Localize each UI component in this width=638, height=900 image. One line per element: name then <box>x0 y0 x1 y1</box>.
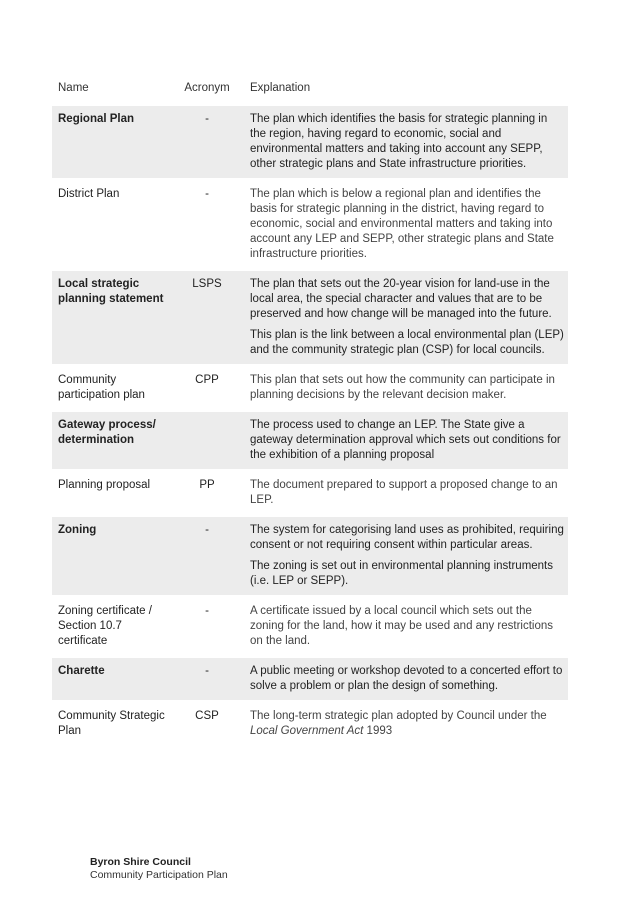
explanation-paragraph: The plan which identifies the basis for strategic planning in the region, having regard to economic, social and environmental matters and taking into account any SEPP, other strategic plans and State infrastructure priorities. <box>250 113 548 170</box>
term-acronym: LSPS <box>192 278 222 290</box>
term-explanation <box>244 277 568 358</box>
explanation-paragraph: This plan is the link between a local environmental plan (LEP) and the community strategic plan (CSP) for local councils. <box>250 329 564 356</box>
term-explanation <box>244 373 568 403</box>
term-explanation <box>244 604 568 649</box>
header-name: Name <box>58 82 89 94</box>
table-body <box>52 106 568 745</box>
term-acronym: PP <box>199 479 215 491</box>
explanation-paragraph: The plan which is below a regional plan and identifies the basis for strategic planning in the district, having regard to economic, social and environmental matters and taking into account any LEP and SEPP, other strategic plans and State infrastructure priorities. <box>250 188 554 260</box>
header-explanation: Explanation <box>250 82 311 94</box>
term-explanation <box>244 418 568 463</box>
term-acronym: - <box>205 665 209 677</box>
explanation-paragraph: This plan that sets out how the community can participate in planning decisions by the relevant decision maker. <box>250 374 555 401</box>
explanation-paragraph: The zoning is set out in environmental planning instruments (i.e. LEP or SEPP). <box>250 560 554 587</box>
table-row <box>52 658 568 700</box>
term-acronym: - <box>205 113 209 125</box>
term-name: Planning proposal <box>58 479 151 491</box>
table-row <box>52 367 568 409</box>
term-acronym: CSP <box>195 710 219 722</box>
term-name: District Plan <box>58 188 120 200</box>
term-name: Regional Plan <box>58 113 135 125</box>
term-name: Local strategic planning statement <box>58 278 164 305</box>
explanation-paragraph: The system for categorising land uses as prohibited, requiring consent or not requiring consent within particular areas. <box>250 524 564 551</box>
table-row <box>52 181 568 268</box>
term-name: Community Strategic Plan <box>58 710 165 737</box>
explanation-paragraph: The process used to change an LEP. The State give a gateway determination approval which sets out conditions for the exhibition of a planning proposal <box>250 419 561 461</box>
explanation-paragraph: The long-term strategic plan adopted by Council under the Local Government Act 1993 <box>250 710 547 737</box>
term-name: Gateway process/ determination <box>58 419 156 446</box>
term-explanation <box>244 664 568 694</box>
page-footer <box>90 856 228 882</box>
table-row <box>52 271 568 364</box>
term-name: Zoning certificate / Section 10.7 certificate <box>58 605 152 647</box>
term-acronym <box>174 418 244 463</box>
explanation-paragraph: A certificate issued by a local council which sets out the zoning for the land, how it may be used and any restrictions on the land. <box>250 605 554 647</box>
term-explanation <box>244 523 568 589</box>
act-title: Local Government Act <box>250 725 364 737</box>
term-acronym: - <box>205 605 209 617</box>
term-name: Zoning <box>58 524 97 536</box>
term-acronym: - <box>205 188 209 200</box>
table-row <box>52 106 568 178</box>
header-acronym: Acronym <box>184 82 230 94</box>
term-name: Community participation plan <box>58 374 145 401</box>
glossary-table <box>52 82 568 748</box>
term-explanation <box>244 187 568 262</box>
term-explanation <box>244 709 568 739</box>
table-row <box>52 412 568 469</box>
table-row <box>52 703 568 745</box>
table-row <box>52 517 568 595</box>
term-name: Charette <box>58 665 105 677</box>
table-row <box>52 472 568 514</box>
footer-organisation: Byron Shire Council <box>90 856 191 868</box>
table-header <box>52 82 568 104</box>
footer-document-title: Community Participation Plan <box>90 869 228 881</box>
term-acronym: CPP <box>195 374 219 386</box>
explanation-paragraph: The document prepared to support a proposed change to an LEP. <box>250 479 558 506</box>
explanation-paragraph: A public meeting or workshop devoted to a concerted effort to solve a problem or plan the design of something. <box>250 665 563 692</box>
explanation-paragraph: The plan that sets out the 20-year vision for land-use in the local area, the special character and values that are to be preserved and how change will be managed into the future. <box>250 278 552 320</box>
term-explanation <box>244 112 568 172</box>
term-explanation <box>244 478 568 508</box>
term-acronym: - <box>205 524 209 536</box>
table-row <box>52 598 568 655</box>
